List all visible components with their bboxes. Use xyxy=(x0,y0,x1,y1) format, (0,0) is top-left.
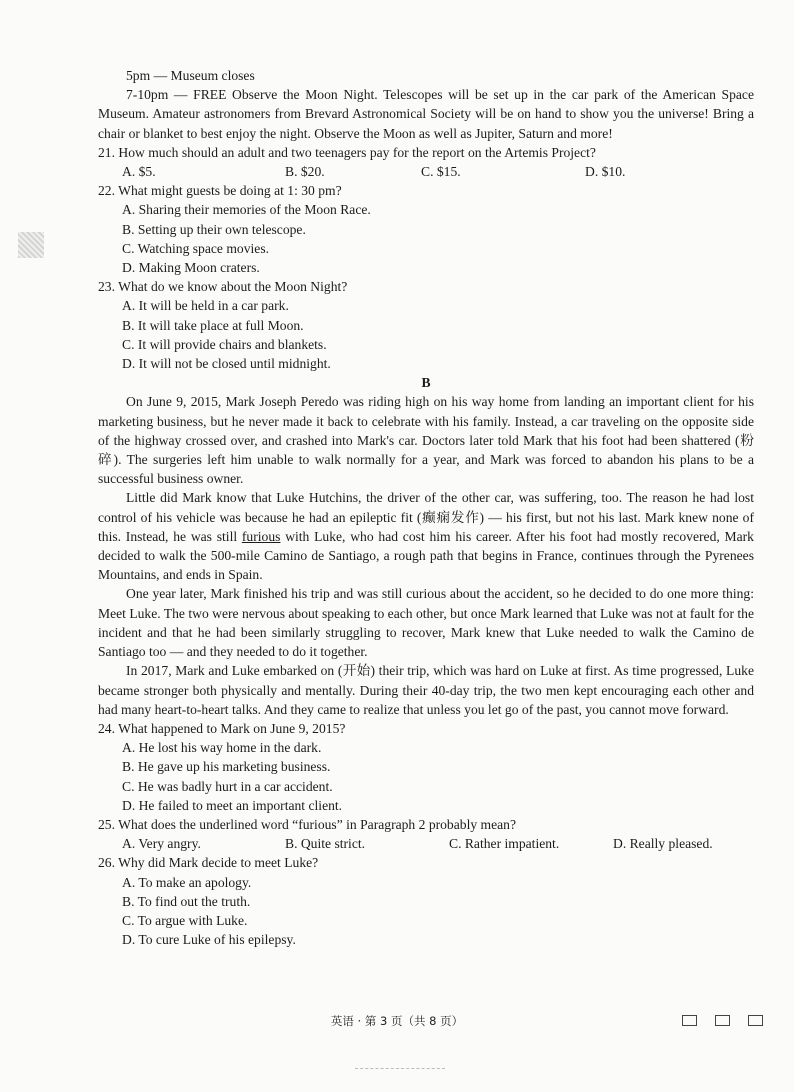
option-23-b: B. It will take place at full Moon. xyxy=(122,317,304,333)
schedule-moon-night: 7-10pm — FREE Observe the Moon Night. Telescopes will be set up in the car park of the American Space Museum. Amateur astronomers from Brevard Astronomical Society will be on hand to show you the universe! Bring a chair or blanket to best enjoy the night. Observe the Moon as well as Jupiter, Saturn and more! xyxy=(98,87,754,141)
option-21-c: C. $15. xyxy=(421,164,461,180)
option-24-c: C. He was badly hurt in a car accident. xyxy=(122,778,333,794)
option-26-c: C. To argue with Luke. xyxy=(122,912,248,928)
option-26-a: A. To make an apology. xyxy=(122,874,252,890)
option-24-d: D. He failed to meet an important client. xyxy=(122,797,343,813)
passage-paragraph-2-end: with Luke, who had cost him his career. After his foot had mostly recovered, Mark decided to walk the 500-mile Camino de Santiago, a rough path that begins in France, continues through the Pyrenees Mountains, and ends in Spain. xyxy=(98,528,754,583)
question-21-options xyxy=(122,162,754,181)
footer-box xyxy=(715,1015,730,1026)
footer-box xyxy=(748,1015,763,1026)
option-24-b: B. He gave up his marketing business. xyxy=(122,759,331,775)
passage-paragraph-2-start: Little did Mark know that Luke Hutchins, the driver of the other car, was suffering, too. The reason he had lost control of his vehicle was because he had an epileptic fit (癫痫发作) — his first, but not his last. Mark knew none of this. Instead, he was still xyxy=(98,490,754,544)
option-22-d: D. Making Moon craters. xyxy=(122,260,260,276)
underlined-word-furious: furious xyxy=(241,528,281,544)
option-26-d: D. To cure Luke of his epilepsy. xyxy=(122,932,296,948)
option-22-c: C. Watching space movies. xyxy=(122,240,270,256)
passage-paragraph-3: One year later, Mark finished his trip and was still curious about the accident, so he decided to do one more thing: Meet Luke. The two were nervous about speaking to each other, but once Mark learned that Luke was not at fault for the incident and that he had been similarly struggling to recover, Mark knew that Luke needed to walk the Camino de Santiago too — and they needed to do it together. xyxy=(98,586,755,660)
section-b-heading: B xyxy=(421,375,431,391)
option-26-b: B. To find out the truth. xyxy=(122,893,251,909)
option-22-b: B. Setting up their own telescope. xyxy=(122,221,306,237)
question-25-options xyxy=(122,834,754,853)
footer-box xyxy=(682,1015,697,1026)
option-23-c: C. It will provide chairs and blankets. xyxy=(122,336,327,352)
question-24: 24. What happened to Mark on June 9, 2015? xyxy=(98,720,346,736)
option-23-a: A. It will be held in a car park. xyxy=(122,298,289,314)
option-25-a: A. Very angry. xyxy=(122,836,201,852)
option-22-a: A. Sharing their memories of the Moon Race. xyxy=(122,202,371,218)
question-23: 23. What do we know about the Moon Night? xyxy=(98,279,348,295)
page-content xyxy=(98,66,754,949)
scan-mark xyxy=(18,232,44,258)
option-24-a: A. He lost his way home in the dark. xyxy=(122,740,322,756)
question-26: 26. Why did Mark decide to meet Luke? xyxy=(98,855,319,871)
option-25-c: C. Rather impatient. xyxy=(449,836,560,852)
passage-paragraph-2 xyxy=(98,488,754,584)
schedule-line-museum-closes: 5pm — Museum closes xyxy=(126,68,255,83)
footer-boxes xyxy=(682,1015,763,1026)
question-21: 21. How much should an adult and two teenagers pay for the report on the Artemis Project? xyxy=(98,144,596,160)
option-25-d: D. Really pleased. xyxy=(613,836,713,852)
passage-paragraph-4: In 2017, Mark and Luke embarked on (开始) their trip, which was hard on Luke at first. As time progressed, Luke became stronger both physically and mentally. During their 40-day trip, the two men kept encouraging each other and had many heart-to-heart talks. And they came to realize that unless you let go of the past, you cannot move forward. xyxy=(98,663,754,717)
option-23-d: D. It will not be closed until midnight. xyxy=(122,356,331,372)
question-25: 25. What does the underlined word “furious” in Paragraph 2 probably mean? xyxy=(98,816,517,832)
bottom-dash-line xyxy=(355,1068,445,1071)
option-21-a: A. $5. xyxy=(122,164,156,180)
option-25-b: B. Quite strict. xyxy=(285,836,366,852)
page-footer: 英语 · 第 3 页（共 8 页） xyxy=(330,1014,464,1028)
question-22: 22. What might guests be doing at 1: 30 pm? xyxy=(98,183,342,199)
option-21-b: B. $20. xyxy=(285,164,325,180)
option-21-d: D. $10. xyxy=(585,164,626,180)
passage-paragraph-1: On June 9, 2015, Mark Joseph Peredo was riding high on his way home from landing an important client for his marketing business, but he never made it back to celebrate with his family. Instead, a car traveling on the opposite side of the highway crossed over, and crashed into Mark's car. Doctors later told Mark that his foot had been shattered (粉碎). The surgeries left him unable to walk normally for a year, and Mark was forced to abandon his plans to be a successful business owner. xyxy=(98,394,754,487)
